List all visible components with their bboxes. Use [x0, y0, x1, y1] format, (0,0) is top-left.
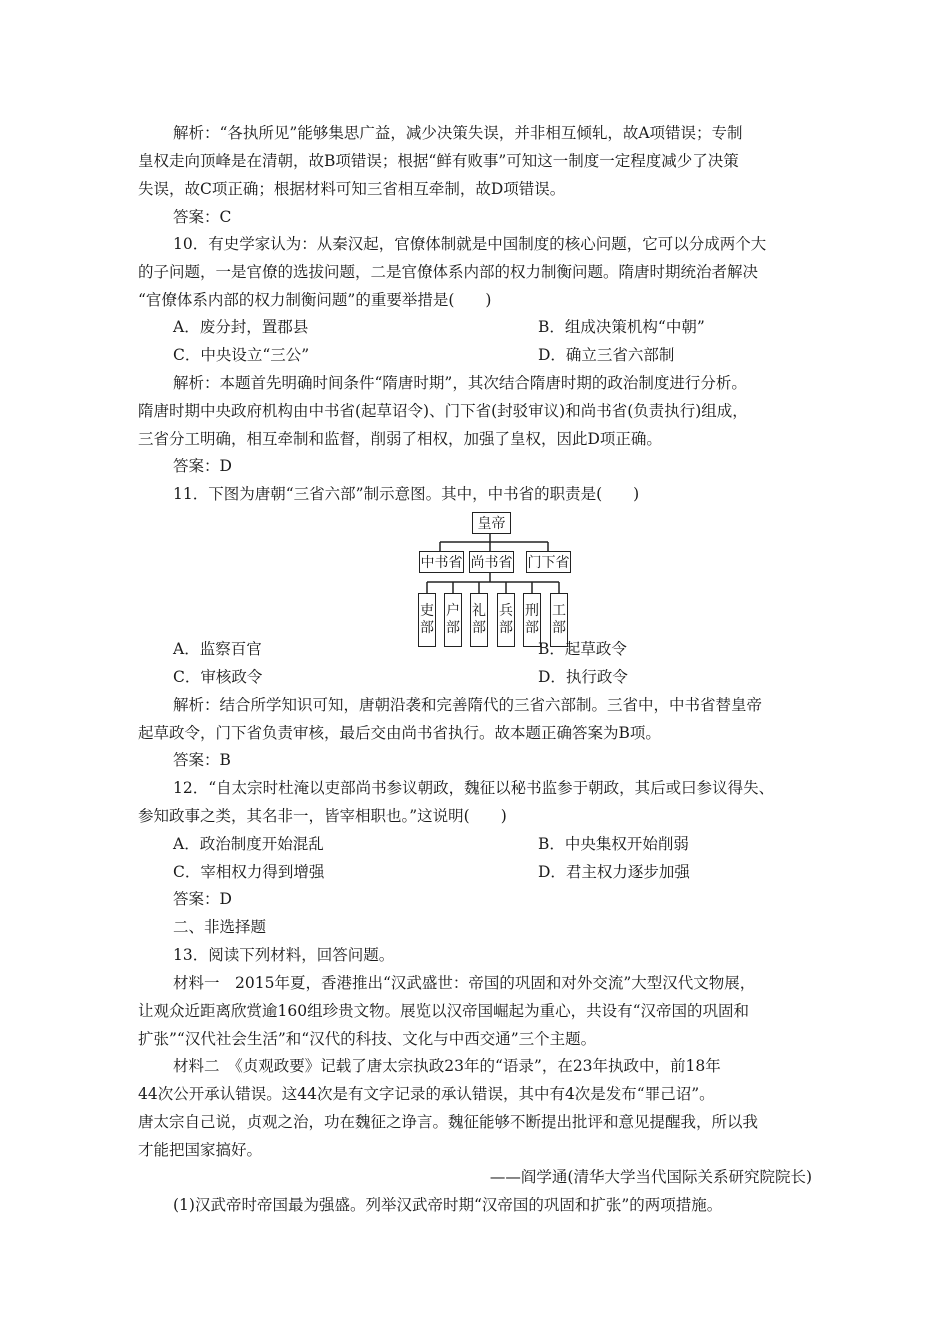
shangshu-sheng-box [469, 551, 514, 573]
menxia-sheng-label: 门下省 [527, 555, 570, 571]
q12-option-a: A．政治制度开始混乱 [173, 835, 324, 853]
ministry-war-char-1: 兵 [499, 603, 513, 619]
q10-option-d: D．确立三省六部制 [538, 346, 675, 364]
zhongshu-sheng-label: 中书省 [420, 555, 463, 571]
q11-analysis-line-2: 起草政令，门下省负责审核，最后交由尚书省执行。故本题正确答案为B项。 [138, 724, 661, 742]
ministry-personnel-char-1: 吏 [420, 603, 434, 619]
ministry-war-box [497, 593, 515, 647]
shangshu-sheng-label: 尚书省 [470, 555, 513, 571]
q11-option-b: B．起草政令 [538, 640, 627, 658]
ministry-rites-box [470, 593, 488, 647]
q13-material2-line-1: 材料二 《贞观政要》记载了唐太宗执政23年的“语录”，在23年执政中，前18年 [173, 1057, 721, 1075]
q9-analysis-line-2: 皇权走向顶峰是在清朝，故B项错误；根据“鲜有败事”可知这一制度一定程度减少了决策 [138, 152, 739, 170]
ministry-works-char-2: 部 [552, 620, 566, 636]
q10-stem-line-1: 10．有史学家认为：从秦汉起，官僚体制就是中国制度的核心问题，它可以分成两个大 [173, 235, 767, 253]
ministry-revenue-char-1: 户 [446, 603, 460, 619]
ministry-revenue-box [444, 593, 462, 647]
ministry-revenue-char-2: 部 [446, 620, 460, 636]
q10-answer: 答案：D [173, 457, 232, 475]
q13-material1-line-2: 让观众近距离欣赏逾160组珍贵文物。展览以汉帝国崛起为重心，共设有“汉帝国的巩固和 [138, 1002, 750, 1020]
emperor-label: 皇帝 [477, 516, 506, 532]
ministry-rites-char-1: 礼 [472, 603, 486, 619]
q11-option-c: C．审核政令 [173, 668, 263, 686]
ministry-personnel-char-2: 部 [420, 620, 434, 636]
menxia-sheng-box [526, 551, 571, 573]
q11-answer: 答案：B [173, 751, 231, 769]
q11-option-d: D．执行政令 [538, 668, 628, 686]
q11-option-a: A．监察百官 [173, 640, 262, 658]
ministry-rites-char-2: 部 [472, 620, 486, 636]
q12-stem-line-2: 参知政事之类，其名非一，皆宰相职也。”这说明( ) [138, 807, 507, 825]
q9-analysis-line-3: 失误，故C项正确；根据材料可知三省相互牵制，故D项错误。 [138, 180, 566, 198]
q11-analysis-line-1: 解析：结合所学知识可知，唐朝沿袭和完善隋代的三省六部制。三省中，中书省替皇帝 [173, 696, 763, 714]
q10-option-c: C．中央设立“三公” [173, 346, 310, 364]
q10-analysis-line-1: 解析：本题首先明确时间条件“隋唐时期”，其次结合隋唐时期的政治制度进行分析。 [173, 374, 747, 392]
q10-analysis-line-2: 隋唐时期中央政府机构由中书省(起草诏令)、门下省(封驳审议)和尚书省(负责执行)组成， [138, 402, 748, 420]
q12-answer: 答案：D [173, 890, 232, 908]
q12-option-d: D．君主权力逐步加强 [538, 863, 690, 881]
q13-material2-line-2: 44次公开承认错误。这44次是有文字记录的承认错误，其中有4次是发布“罪己诏”。 [138, 1085, 715, 1103]
q13-material1-line-1: 材料一 2015年夏，香港推出“汉武盛世：帝国的巩固和对外交流”大型汉代文物展， [173, 974, 756, 992]
ministry-war-char-2: 部 [499, 620, 513, 636]
ministry-justice-char-1: 刑 [525, 603, 539, 619]
ministry-justice-char-2: 部 [525, 620, 539, 636]
section-heading-non-choice: 二、非选择题 [173, 918, 267, 936]
q13-stem: 13．阅读下列材料，回答问题。 [173, 946, 395, 964]
q9-answer: 答案：C [173, 208, 232, 226]
q12-option-c: C．宰相权力得到增强 [173, 863, 325, 881]
q11-stem: 11．下图为唐朝“三省六部”制示意图。其中，中书省的职责是( ) [173, 485, 640, 503]
q13-material1-line-3: 扩张”“汉代社会生活”和“汉代的科技、文化与中西交通”三个主题。 [138, 1030, 597, 1048]
emperor-box [472, 512, 511, 534]
q13-subquestion-1: (1)汉武帝时帝国最为强盛。列举汉武帝时期“汉帝国的巩固和扩张”的两项措施。 [173, 1196, 723, 1214]
q10-stem-line-2: 的子问题，一是官僚的选拔问题，二是官僚体系内部的权力制衡问题。隋唐时期统治者解决 [138, 263, 759, 281]
q13-source-attribution: ——阎学通(清华大学当代国际关系研究院院长) [489, 1168, 812, 1186]
q13-material2-line-3: 唐太宗自己说，贞观之治，功在魏征之诤言。魏征能够不断提出批评和意见提醒我，所以我 [138, 1113, 759, 1131]
q10-stem-line-3: “官僚体系内部的权力制衡问题”的重要举措是( ) [138, 291, 492, 309]
zhongshu-sheng-box [419, 551, 464, 573]
ministry-personnel-box [418, 593, 436, 647]
q12-option-b: B．中央集权开始削弱 [538, 835, 689, 853]
q13-material2-line-4: 才能把国家搞好。 [138, 1141, 263, 1159]
q10-analysis-line-3: 三省分工明确，相互牵制和监督，削弱了相权，加强了皇权，因此D项正确。 [138, 430, 662, 448]
q12-stem-line-1: 12．“自太宗时杜淹以吏部尚书参议朝政，魏征以秘书监参于朝政，其后或曰参议得失、 [173, 779, 775, 797]
ministry-works-char-1: 工 [552, 603, 566, 619]
q10-option-a: A．废分封，置郡县 [173, 318, 309, 336]
q10-option-b: B．组成决策机构“中朝” [538, 318, 705, 336]
q9-analysis-line-1: 解析：“各执所见”能够集思广益，减少决策失误，并非相互倾轧，故A项错误；专制 [173, 124, 743, 142]
